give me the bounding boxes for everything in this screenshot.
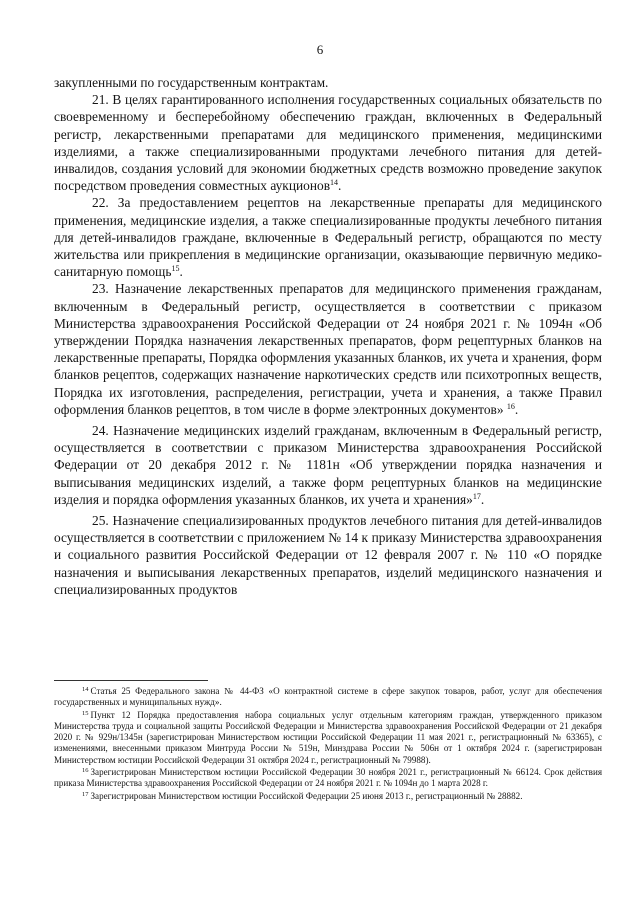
footnote-ref-17: 17 — [472, 491, 481, 501]
paragraph-21: 21. В целях гарантированного исполнения государственных социальных обязательств по своевременному и бесперебойному обеспечению граждан, включенных в Федеральный регистр, лекарственными препаратами для медицинского применения, медицинскими изделиями, а также специализированными продуктами лечебного питания для детей-инвалидов, создания условий для экономии бюджетных средств возможно проведение закупок посредством проведения совместных аукционов$^{14}$. — [54, 92, 602, 194]
document-body — [54, 74, 602, 598]
footnote-17: $^{17}$ Зарегистрирован Министерством юстиции Российской Федерации 25 июня 2013 г., регистрационный № 28882. — [82, 790, 523, 801]
footnote-14: $^{14}$ Статья 25 Федерального закона № 44-ФЗ «О контрактной системе в сфере закупок товаров, работ, услуг для обеспечения государственных и муниципальных нужд». — [54, 686, 602, 708]
paragraph-23: 23. Назначение лекарственных препаратов для медицинского применения гражданам, включенным в Федеральный регистр, осуществляется в соответствии с приказом Министерства здравоохранения Российской Федерации от 24 ноября 2021 г. № 1094н «Об утверждении Порядка назначения лекарственных препаратов, форм рецептурных бланков на лекарственные препараты, Порядка оформления указанных бланков, их учета и хранения, форм бланков рецептов, содержащих назначение наркотических средств или психотропных веществ, Порядка их изготовления, распределения, регистрации, учета и хранения, а также Правил оформления бланков рецептов, в том числе в форме электронных документов» $^{16}$. — [54, 281, 602, 417]
footnote-16: $^{16}$ Зарегистрирован Министерством юстиции Российской Федерации 30 ноября 2021 г., регистрационный № 66124. Срок действия приказа Министерства здравоохранения Российской Федерации от 24 ноября 2021 г. № 1094н до 1 марта 2028 г. — [54, 767, 602, 789]
footnote-ref-15: 15 — [171, 264, 180, 274]
footnote-15: $^{15}$ Пункт 12 Порядка предоставления набора социальных услуг отдельным категориям граждан, утвержденного приказом Министерства труда и социальной защиты Российской Федерации и Министерства здравоохранения Российской Федерации от 21 декабря 2020 г. № 929н/1345н (зарегистрирован Министерством юстиции Российской Федерации 11 мая 2021 г., регистрационный № 63365), с изменениями, внесенными приказом Минтруда России № 519н, Минздрава России № 506н от 1 октября 2024 г. (зарегистрирован Министерством юстиции Российской Федерации 31 октября 2024 г., регистрационный № 79988). — [54, 709, 602, 765]
paragraph-25: 25. Назначение специализированных продуктов лечебного питания для детей-инвалидов осуществляется в соответствии с приложением № 14 к приказу Министерства здравоохранения и социального развития Российской Федерации от 12 февраля 2007 г. № 110 «О порядке назначения и выписывания лекарственных препаратов, изделий медицинского назначения и специализированных продуктов — [54, 513, 602, 597]
footnote-ref-16: 16 — [506, 401, 515, 411]
paragraph-22: 22. За предоставлением рецептов на лекарственные препараты для медицинского применения, медицинские изделия, а также специализированные продукты лечебного питания для детей-инвалидов граждане, включенные в Федеральный регистр, обращаются по месту жительства или прикрепления в медицинские организации, оказывающие первичную медико-санитарную помощь$^{15}$. — [54, 195, 602, 280]
footnote-separator — [54, 680, 208, 681]
page-number: 6 — [316, 42, 324, 57]
paragraph-continuation: закупленными по государственным контрактам. — [54, 75, 329, 90]
footnotes — [54, 686, 602, 803]
footnote-ref-14: 14 — [330, 178, 339, 188]
paragraph-24: 24. Назначение медицинских изделий гражданам, включенным в Федеральный регистр, осуществляется в соответствии с приказом Министерства здравоохранения Российской Федерации от 20 декабря 2012 г. № 1181н «Об утверждении порядка назначения и выписывания медицинских изделий, а также форм рецептурных бланков на медицинские изделия и порядка оформления указанных бланков, их учета и хранения»$^{17}$. — [54, 423, 602, 507]
